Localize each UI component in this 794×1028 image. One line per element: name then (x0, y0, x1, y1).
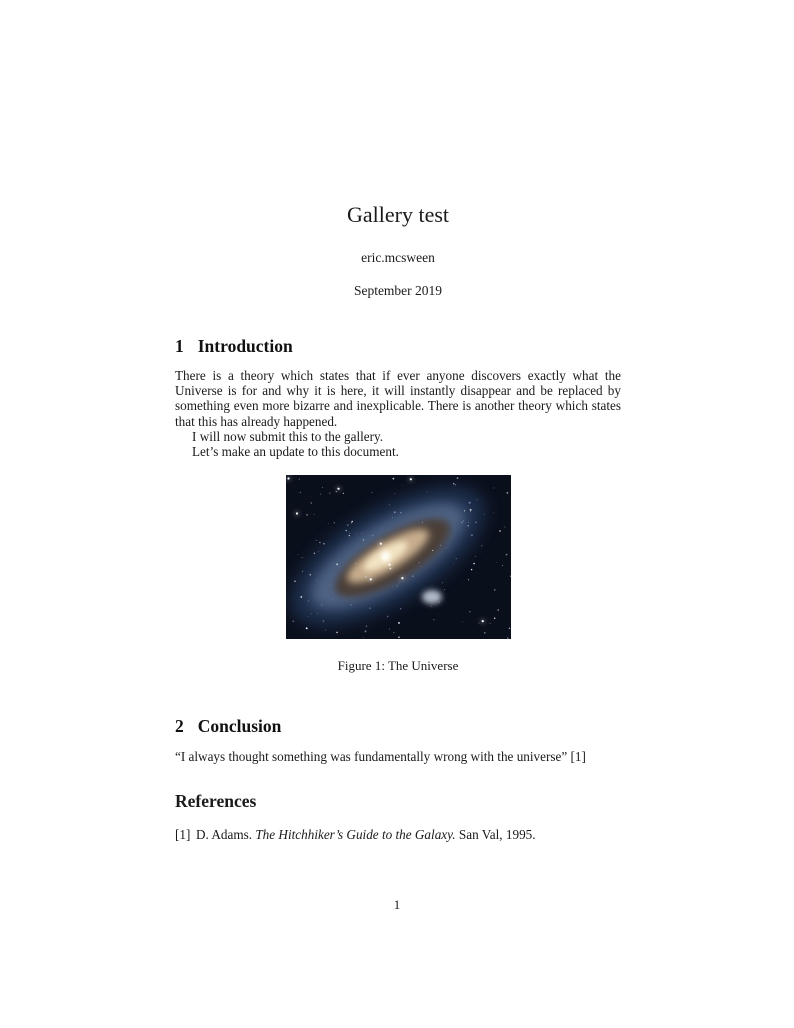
text-column (175, 0, 621, 843)
reference-title: The Hitchhiker’s Guide to the Galaxy. (255, 827, 456, 843)
conclusion-paragraph: “I always thought something was fundamentally wrong with the universe” [1] (175, 749, 586, 765)
section-title: Conclusion (197, 716, 282, 737)
section-number: 2 (175, 716, 184, 737)
section-heading-conclusion (175, 716, 621, 736)
reference-entry (175, 827, 621, 842)
universe-image (286, 475, 511, 639)
reference-label: [1] (175, 827, 191, 843)
section-heading-introduction (175, 336, 621, 356)
figure-caption: Figure 1: The Universe (337, 658, 459, 674)
page-number: 1 (393, 897, 401, 912)
references-heading: References (175, 791, 257, 812)
page-title: Gallery test (346, 202, 450, 227)
reference-author: D. Adams. (196, 827, 253, 843)
date: September 2019 (353, 283, 443, 298)
section-number: 1 (175, 336, 184, 356)
reference-publisher: San Val, 1995. (458, 827, 536, 843)
introduction-line-3: Let’s make an update to this document. (192, 444, 399, 460)
figure (175, 475, 621, 644)
introduction-paragraph: There is a theory which states that if ever anyone discovers exactly what the Universe is for and why it is here, it will instantly disappear and be replaced by something even more bizarre and inexplicable. There is another theory which states that this has already happened. (175, 368, 621, 429)
author: eric.mcsween (361, 250, 435, 265)
introduction-line-2: I will now submit this to the gallery. (192, 428, 384, 444)
reference-text (196, 827, 536, 842)
section-title: Introduction (197, 336, 293, 356)
